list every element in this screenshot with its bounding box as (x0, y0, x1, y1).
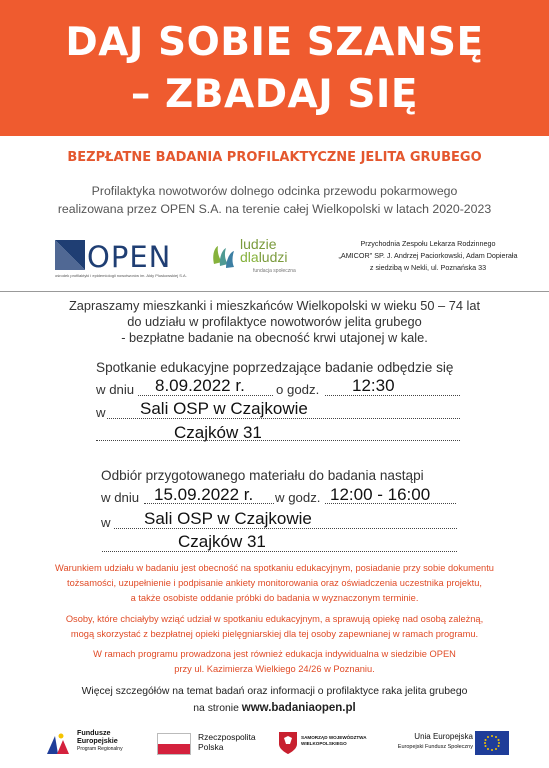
pl-line1: Rzeczpospolita (198, 732, 256, 742)
funding-logos (0, 726, 549, 768)
more-prefix: na stronie (193, 703, 239, 714)
intro-text (30, 182, 519, 218)
meeting-date: 8.09.2022 r. (155, 376, 245, 395)
rzeczpospolita-text (198, 732, 256, 752)
note-requirements (20, 561, 529, 606)
pl-line2: Polska (198, 742, 224, 752)
ludzie-dla-ludzi-logo (210, 238, 330, 280)
wielkopolska-crest-icon (278, 731, 298, 755)
clinic-line3: z siedzibą w Nekli, ul. Poznańska 33 (369, 263, 487, 272)
pickup-time-label: w godz. (275, 490, 321, 505)
poland-flag-icon (157, 733, 191, 755)
ldl-subtitle: fundacja społeczna (253, 268, 296, 274)
meeting-time-label: o godz. (276, 382, 320, 397)
fe-line1: Fundusze (77, 728, 111, 737)
clinic-info (328, 238, 528, 274)
more-line2 (20, 700, 529, 717)
partner-logos (0, 236, 549, 282)
meeting-date-label: w dniu (96, 382, 135, 397)
open-logo (55, 240, 187, 280)
fe-line3: Program Regionalny (77, 746, 123, 752)
ldl-line1: ludzie (240, 236, 277, 252)
pickup-place-label: w (101, 515, 111, 530)
note-ind-line1: W ramach programu prowadzona jest również edukacja indywidualna w siedzibie OPEN (93, 649, 456, 659)
note-individual (20, 647, 529, 677)
note-ind-line2: przy ul. Kazimierza Wielkiego 24/26 w Poznaniu. (174, 664, 375, 674)
meeting-place-label: w (96, 405, 106, 420)
wlkp-line2: WIELKOPOLSKIEGO (301, 741, 347, 746)
pickup-title: Odbiór przygotowanego materiału do badania nastąpi (101, 468, 424, 483)
more-info (20, 683, 529, 717)
open-wordmark: OPEN (87, 240, 172, 274)
note-req-line3: a także osobiste oddanie próbki do badania w wyznaczonym terminie. (130, 593, 419, 603)
intro-line1: Profilaktyka nowotworów dolnego odcinka przewodu pokarmowego (91, 184, 458, 198)
ldl-ludzi: ludzi (258, 249, 288, 265)
ldl-line2 (240, 251, 287, 264)
wlkp-line1: SAMORZĄD WOJEWÓDZTWA (301, 735, 367, 740)
ue-line2: Europejski Fundusz Społeczny (397, 744, 473, 750)
invite-line1: Zapraszamy mieszkanki i mieszkańców Wielkopolski w wieku 50 – 74 lat (68, 298, 481, 313)
samorzad-text (301, 735, 367, 747)
pickup-time: 12:00 - 16:00 (330, 485, 431, 504)
invite-line3: - bezpłatne badanie na obecność krwi utajonej w kale. (121, 330, 428, 345)
clinic-line1: Przychodnia Zespołu Lekarza Rodzinnego (360, 239, 496, 248)
fundusze-europejskie-text (77, 729, 123, 753)
subtitle: BEZPŁATNE BADANIA PROFILAKTYCZNE JELITA GRUBEGO (67, 150, 482, 165)
meeting-place2-line (96, 427, 460, 441)
banner-title-line1: DAJ SOBIE SZANSĘ (65, 20, 484, 65)
open-subtitle: ośrodek profilaktyki i epidemiologii nowotworów im. Aldy Pluskowskiej S.A. (55, 273, 187, 278)
unia-europejska-text (391, 732, 473, 752)
meeting-title: Spotkanie edukacyjne poprzedzające badanie odbędzie się (96, 360, 454, 375)
divider (0, 291, 549, 292)
eu-flag-icon (475, 731, 509, 755)
banner-title-line2: – ZBADAJ SIĘ (130, 72, 419, 117)
ldl-dla: dla (240, 249, 259, 265)
invite-line2: do udziału w profilaktyce nowotworów jelita grubego (127, 314, 422, 329)
note-req-line2: tożsamości, uzupełnienie i podpisanie ankiety monitorowania oraz oświadczenia uczestnika projektu, (67, 578, 482, 588)
ue-line1: Unia Europejska (414, 732, 473, 741)
pickup-place2: Czajków 31 (178, 532, 266, 551)
intro-line2: realizowana przez OPEN S.A. na terenie całej Wielkopolski w latach 2020-2023 (57, 202, 492, 216)
fe-line2: Europejskie (77, 736, 118, 745)
ldl-wordmark (240, 238, 287, 264)
pickup-date-label: w dniu (101, 490, 140, 505)
pickup-date: 15.09.2022 r. (154, 485, 254, 504)
meeting-place: Sali OSP w Czajkowie (140, 399, 308, 418)
meeting-time: 12:30 (352, 376, 395, 395)
website-link[interactable]: www.badaniaopen.pl (241, 702, 356, 714)
open-mark-icon (55, 240, 85, 270)
clinic-line2: „AMICOR" SP. J. Andrzej Paciorkowski, Adam Dopierała (338, 251, 518, 260)
note-care (20, 612, 529, 642)
header-banner (0, 0, 549, 136)
note-req-line1: Warunkiem udziału w badaniu jest obecność na spotkaniu edukacyjnym, posiadanie przy sobie dokumentu (55, 563, 494, 573)
note-care-line1: Osoby, które chciałyby wziąć udział w spotkaniu edukacyjnym, a sprawują opiekę nad osobą zależną, (65, 614, 484, 624)
pickup-place2-line (102, 538, 457, 552)
meeting-place2: Czajków 31 (174, 423, 262, 442)
invite-text (20, 298, 529, 346)
fundusze-europejskie-icon (45, 732, 71, 756)
hands-icon (210, 242, 238, 272)
pickup-place: Sali OSP w Czajkowie (144, 509, 312, 528)
more-line1: Więcej szczegółów na temat badań oraz informacji o profilaktyce raka jelita grubego (81, 686, 468, 697)
note-care-line2: mogą skorzystać z bezpłatnej opieki pielęgniarskiej dla tej osoby zapewnianej w ramach programu. (70, 629, 479, 639)
